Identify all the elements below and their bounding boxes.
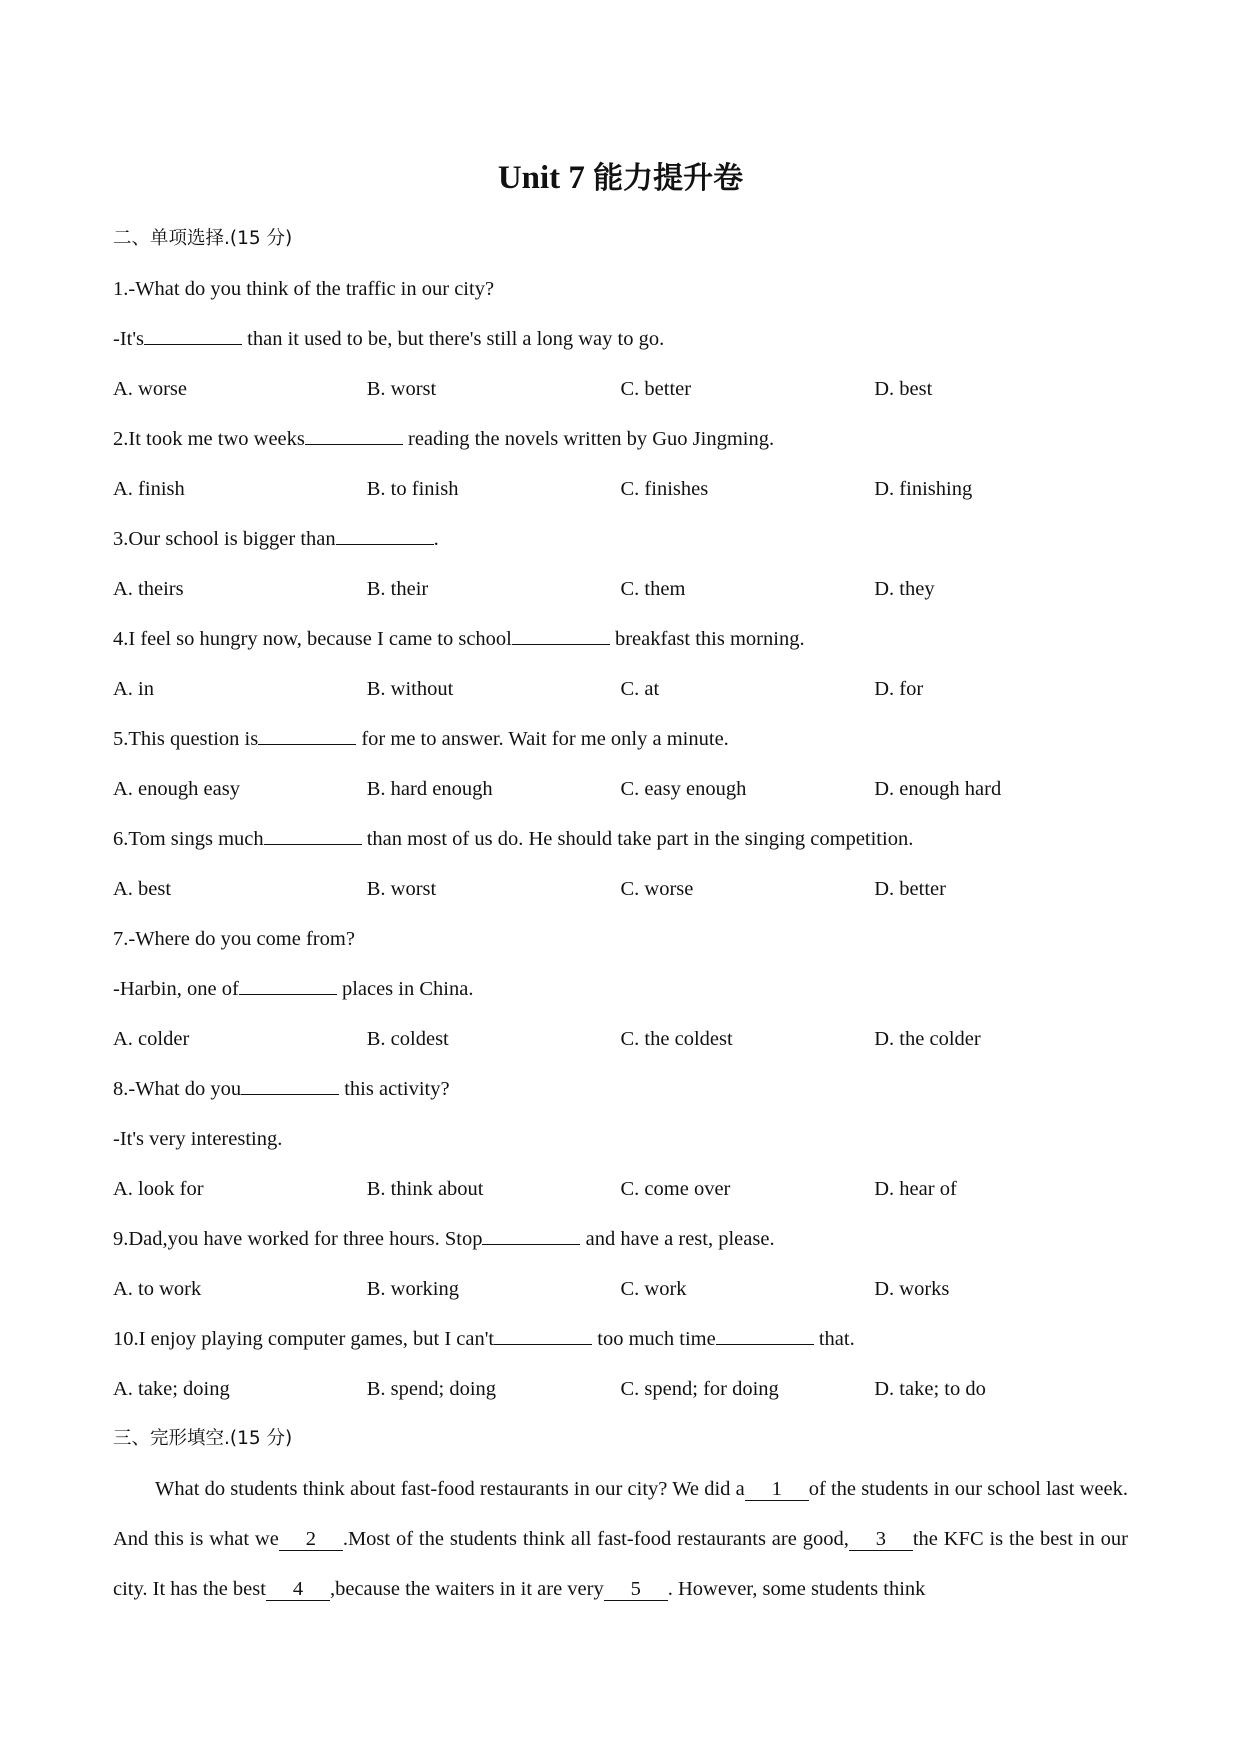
question-10 xyxy=(113,1314,1128,1414)
answer-option: B. working xyxy=(366,1278,459,1300)
cloze-blank: 3 xyxy=(849,1528,913,1551)
question-list xyxy=(113,264,1128,1414)
answer-blank xyxy=(144,343,242,345)
answer-option: B. worst xyxy=(366,378,437,400)
question-8 xyxy=(113,1064,1128,1214)
answer-blank xyxy=(494,1343,592,1345)
answer-option: A. best xyxy=(113,878,172,900)
question-text-line xyxy=(113,414,1128,464)
answer-option: D. they xyxy=(874,578,935,600)
answer-option: A. worse xyxy=(113,378,188,400)
answer-option: D. finishing xyxy=(874,478,973,500)
option-row xyxy=(113,1164,1128,1214)
answer-option: B. spend; doing xyxy=(366,1378,497,1400)
option-row xyxy=(113,664,1128,714)
answer-option: C. worse xyxy=(620,878,694,900)
question-text-line xyxy=(113,714,1128,764)
question-text-line xyxy=(113,1314,1128,1364)
section-heading-multiple-choice: 二、单项选择.(15 分) xyxy=(113,228,293,249)
answer-blank xyxy=(336,543,434,545)
answer-option: A. theirs xyxy=(113,578,184,600)
question-text: 5.This question is xyxy=(113,728,259,750)
answer-blank xyxy=(241,1093,339,1095)
answer-option: D. for xyxy=(874,678,924,700)
answer-option: B. think about xyxy=(366,1178,484,1200)
answer-option: B. hard enough xyxy=(366,778,493,800)
cloze-blank: 2 xyxy=(279,1528,343,1551)
question-5 xyxy=(113,714,1128,814)
answer-blank xyxy=(482,1243,580,1245)
answer-option: C. at xyxy=(620,678,660,700)
question-text: 7.-Where do you come from? xyxy=(113,928,355,950)
question-text: 6.Tom sings much xyxy=(113,828,264,850)
question-text-line xyxy=(113,914,1128,964)
question-text: that. xyxy=(813,1328,855,1350)
question-text: 4.I feel so hungry now, because I came to school xyxy=(113,628,512,650)
question-text: breakfast this morning. xyxy=(609,628,805,650)
answer-option: B. to finish xyxy=(366,478,459,500)
question-text: -It's xyxy=(113,328,145,350)
answer-option: D. works xyxy=(874,1278,950,1300)
option-row xyxy=(113,864,1128,914)
answer-blank xyxy=(512,643,610,645)
answer-option: C. come over xyxy=(620,1178,731,1200)
passage-text: . However, some students think xyxy=(667,1578,926,1600)
option-row xyxy=(113,364,1128,414)
answer-option: A. to work xyxy=(113,1278,202,1300)
question-text-line xyxy=(113,1214,1128,1264)
cloze-blank: 5 xyxy=(604,1578,668,1601)
question-text: than most of us do. He should take part in the singing competition. xyxy=(361,828,914,850)
question-7 xyxy=(113,914,1128,1064)
question-text-line xyxy=(113,814,1128,864)
question-text: for me to answer. Wait for me only a minute. xyxy=(356,728,729,750)
answer-option: B. their xyxy=(366,578,429,600)
cloze-blank: 1 xyxy=(745,1478,809,1501)
answer-blank xyxy=(264,843,362,845)
answer-option: B. without xyxy=(366,678,454,700)
question-text: -It's very interesting. xyxy=(113,1128,283,1150)
answer-option: D. enough hard xyxy=(874,778,1002,800)
question-text-line xyxy=(113,1114,1128,1164)
question-text: places in China. xyxy=(336,978,474,1000)
answer-option: C. the coldest xyxy=(620,1028,733,1050)
question-text: 8.-What do you xyxy=(113,1078,242,1100)
answer-option: C. work xyxy=(620,1278,687,1300)
cloze-passage xyxy=(113,1464,1128,1614)
answer-option: C. finishes xyxy=(620,478,709,500)
question-text-line xyxy=(113,514,1128,564)
option-row xyxy=(113,464,1128,514)
answer-option: C. better xyxy=(620,378,692,400)
question-text: . xyxy=(433,528,439,550)
question-text: 1.-What do you think of the traffic in our city? xyxy=(113,278,495,300)
page-title xyxy=(0,158,1241,199)
question-text-line xyxy=(113,964,1128,1014)
option-row xyxy=(113,764,1128,814)
question-1 xyxy=(113,264,1128,414)
passage-text: What do students think about fast-food restaurants in our city? We did a xyxy=(155,1478,745,1500)
answer-option: D. hear of xyxy=(874,1178,957,1200)
answer-option: C. easy enough xyxy=(620,778,747,800)
option-row xyxy=(113,1014,1128,1064)
answer-option: A. enough easy xyxy=(113,778,240,800)
answer-option: D. take; to do xyxy=(874,1378,986,1400)
question-text: this activity? xyxy=(339,1078,450,1100)
question-text: 2.It took me two weeks xyxy=(113,428,305,450)
title-subtitle: 能力提升卷 xyxy=(593,161,744,196)
option-row xyxy=(113,1364,1128,1414)
answer-option: A. look for xyxy=(113,1178,204,1200)
answer-option: B. coldest xyxy=(366,1028,449,1050)
question-text-line xyxy=(113,1064,1128,1114)
question-text-line xyxy=(113,614,1128,664)
question-text: 3.Our school is bigger than xyxy=(113,528,336,550)
answer-blank xyxy=(305,443,403,445)
question-text: -Harbin, one of xyxy=(113,978,239,1000)
question-text: and have a rest, please. xyxy=(580,1228,775,1250)
answer-option: A. in xyxy=(113,678,154,700)
answer-blank xyxy=(239,993,337,995)
answer-option: D. the colder xyxy=(874,1028,981,1050)
question-3 xyxy=(113,514,1128,614)
cloze-blank: 4 xyxy=(266,1578,330,1601)
passage-text: of the students in our school last week. And this is what we xyxy=(113,1478,1128,1550)
option-row xyxy=(113,564,1128,614)
option-row xyxy=(113,1264,1128,1314)
section-heading-cloze: 三、完形填空.(15 分) xyxy=(113,1428,293,1449)
passage-text: the KFC is the best in our city. It has the best xyxy=(113,1528,1128,1600)
answer-option: B. worst xyxy=(366,878,437,900)
question-text: 10.I enjoy playing computer games, but I can't xyxy=(113,1328,495,1350)
question-text-line xyxy=(113,264,1128,314)
question-4 xyxy=(113,614,1128,714)
question-text: than it used to be, but there's still a long way to go. xyxy=(242,328,665,350)
answer-option: C. them xyxy=(620,578,686,600)
answer-option: A. finish xyxy=(113,478,185,500)
answer-option: D. best xyxy=(874,378,933,400)
answer-option: D. better xyxy=(874,878,946,900)
question-text: reading the novels written by Guo Jingming. xyxy=(402,428,775,450)
answer-option: C. spend; for doing xyxy=(620,1378,779,1400)
question-text: 9.Dad,you have worked for three hours. Stop xyxy=(113,1228,483,1250)
question-2 xyxy=(113,414,1128,514)
title-unit: Unit 7 xyxy=(497,160,585,196)
question-9 xyxy=(113,1214,1128,1314)
exam-content xyxy=(113,214,1128,1614)
answer-option: A. colder xyxy=(113,1028,190,1050)
question-6 xyxy=(113,814,1128,914)
answer-blank xyxy=(258,743,356,745)
passage-text: ,because the waiters in it are very xyxy=(329,1578,604,1600)
passage-text: .Most of the students think all fast-food restaurants are good, xyxy=(342,1528,849,1550)
answer-blank xyxy=(716,1343,814,1345)
question-text: too much time xyxy=(592,1328,716,1350)
question-text-line xyxy=(113,314,1128,364)
answer-option: A. take; doing xyxy=(113,1378,230,1400)
